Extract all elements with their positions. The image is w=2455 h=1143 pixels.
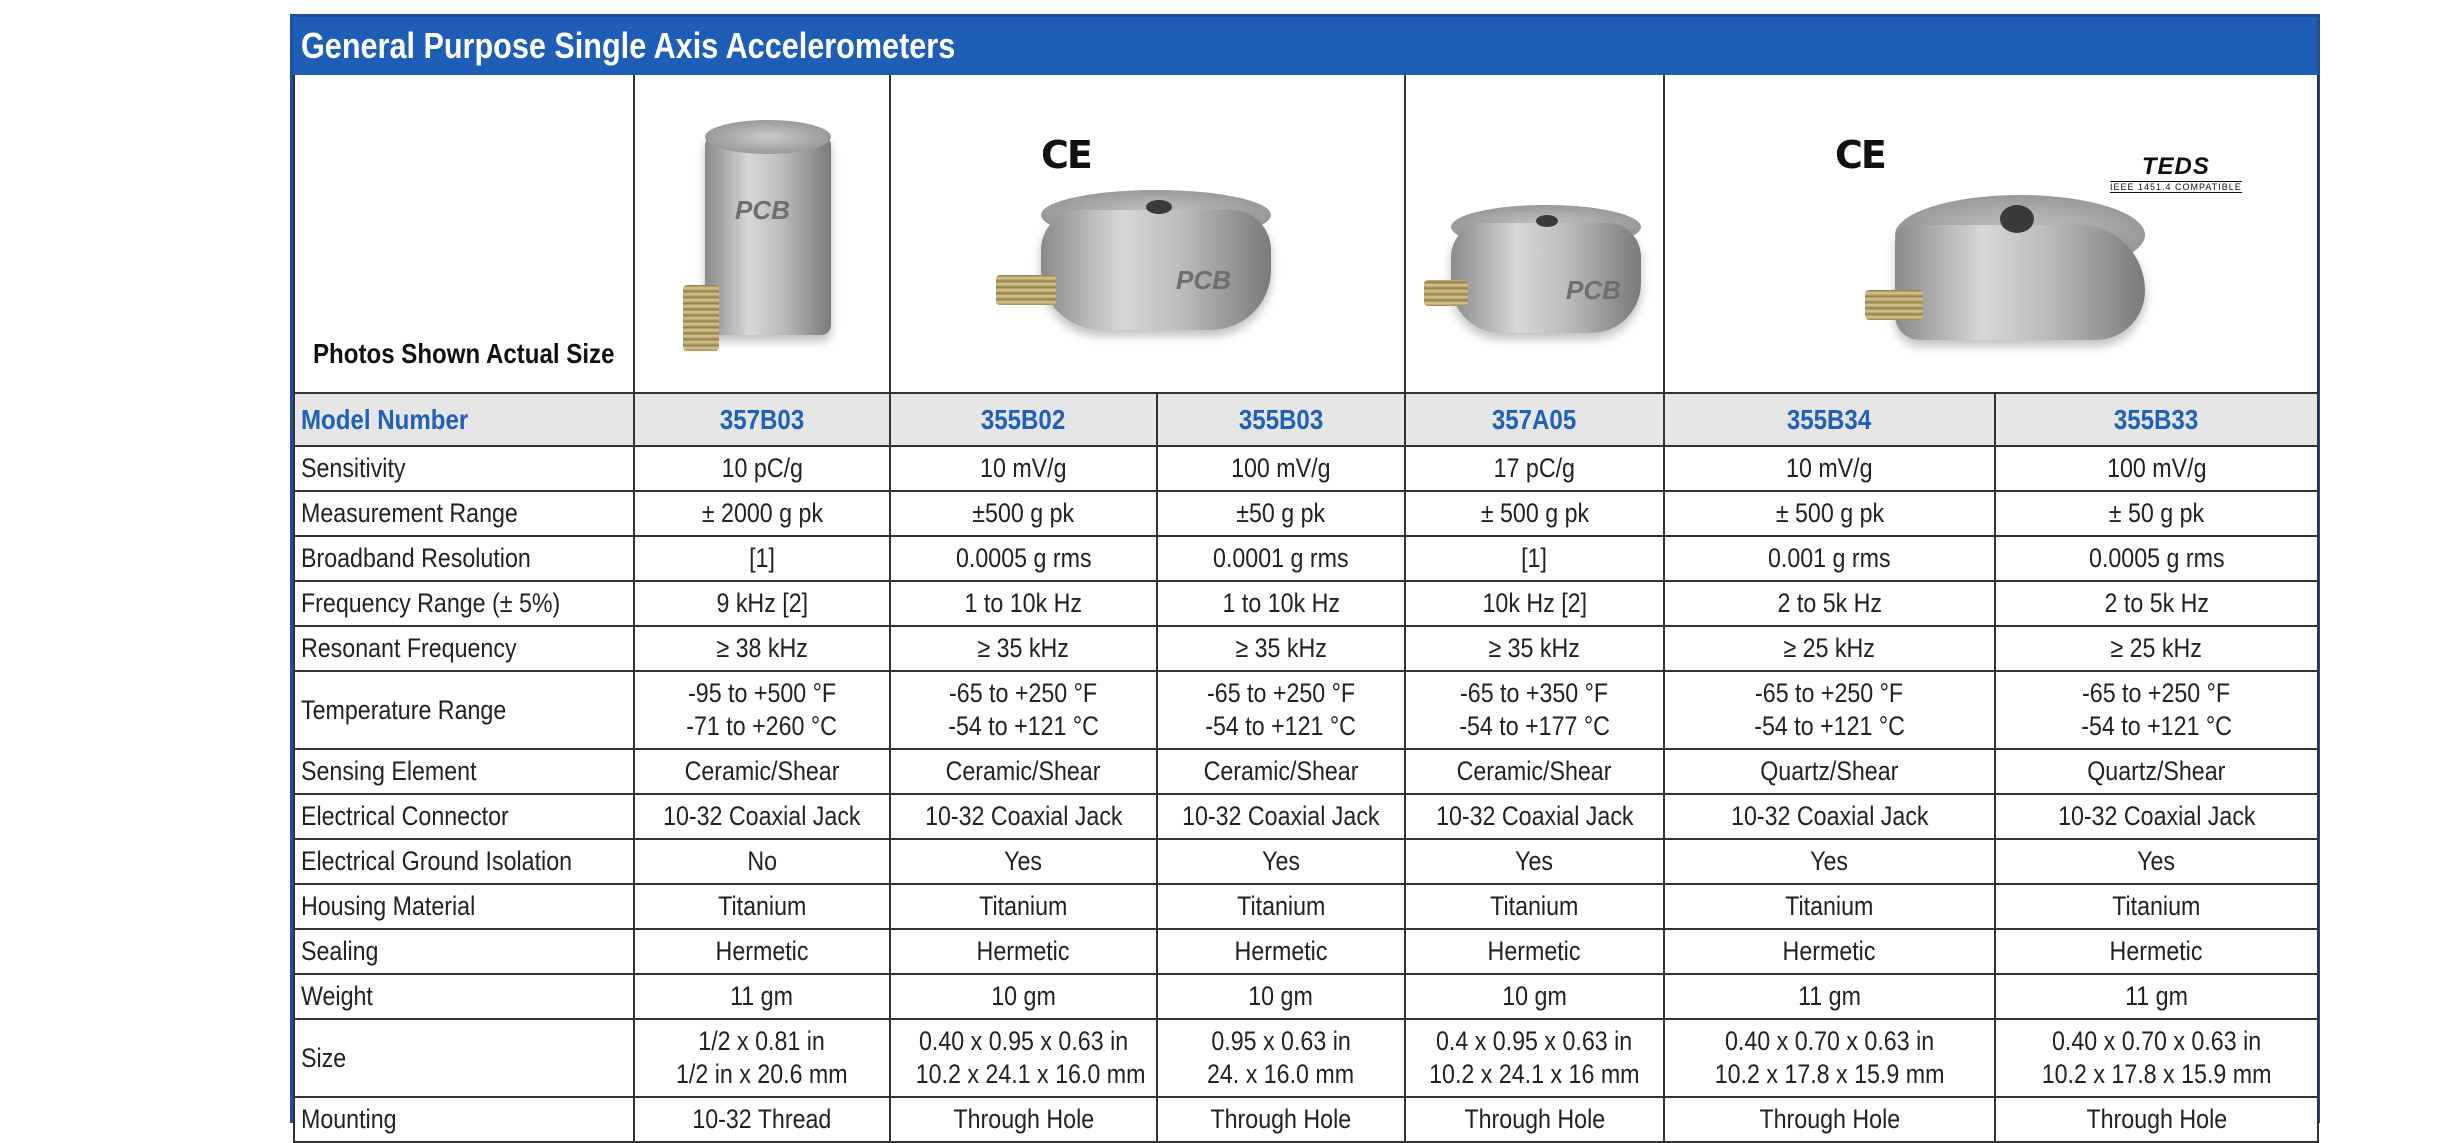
spec-value: 10 mV/g (1664, 446, 1995, 491)
spec-value: Hermetic (1995, 929, 2318, 974)
photo-label-cell (294, 75, 634, 393)
teds-label: TEDS (2141, 153, 2210, 180)
spec-row (294, 974, 2318, 1019)
spec-value: ≥ 25 kHz (1664, 626, 1995, 671)
spec-value: ≥ 35 kHz (1405, 626, 1664, 671)
spec-value: Through Hole (1995, 1097, 2318, 1142)
photo-row (294, 75, 2318, 393)
spec-value: 10 pC/g (634, 446, 890, 491)
spec-value: -95 to +500 °F -71 to +260 °C (634, 671, 890, 749)
sensor-logo: PCB (1176, 265, 1231, 295)
spec-value: ≥ 35 kHz (890, 626, 1157, 671)
spec-value: ≥ 35 kHz (1157, 626, 1405, 671)
spec-label: Sensing Element (294, 749, 634, 794)
spec-value: ± 500 g pk (1664, 491, 1995, 536)
spec-value: Titanium (1995, 884, 2318, 929)
spec-value: 100 mV/g (1157, 446, 1405, 491)
spec-value: 1 to 10k Hz (1157, 581, 1405, 626)
spec-value: -65 to +250 °F -54 to +121 °C (1157, 671, 1405, 749)
spec-value: No (634, 839, 890, 884)
spec-value: ± 2000 g pk (634, 491, 890, 536)
model-number: 355B02 (890, 393, 1157, 446)
spec-value: Yes (1405, 839, 1664, 884)
spec-label: Frequency Range (± 5%) (294, 581, 634, 626)
model-row (294, 393, 2318, 446)
spec-row (294, 884, 2318, 929)
spec-row (294, 446, 2318, 491)
spec-value: 0.001 g rms (1664, 536, 1995, 581)
spec-value: ± 500 g pk (1405, 491, 1664, 536)
spec-value: ± 50 g pk (1995, 491, 2318, 536)
spec-value: 0.95 x 0.63 in 24. x 16.0 mm (1157, 1019, 1405, 1097)
spec-value: 10-32 Coaxial Jack (1405, 794, 1664, 839)
spec-value: Yes (1157, 839, 1405, 884)
spec-value: Titanium (1664, 884, 1995, 929)
spec-sheet (290, 14, 2320, 1134)
spec-value: 10 mV/g (890, 446, 1157, 491)
spec-value: -65 to +350 °F -54 to +177 °C (1405, 671, 1664, 749)
ce-mark: CE (1041, 133, 1091, 177)
spec-value: 2 to 5k Hz (1664, 581, 1995, 626)
model-number: 357A05 (1405, 393, 1664, 446)
spec-value: Titanium (1405, 884, 1664, 929)
spec-value: 10-32 Thread (634, 1097, 890, 1142)
spec-value: Ceramic/Shear (1157, 749, 1405, 794)
spec-label: Electrical Ground Isolation (294, 839, 634, 884)
spec-row (294, 839, 2318, 884)
spec-label: Broadband Resolution (294, 536, 634, 581)
spec-value: Titanium (634, 884, 890, 929)
spec-value: [1] (1405, 536, 1664, 581)
spec-row (294, 1097, 2318, 1142)
spec-value: -65 to +250 °F -54 to +121 °C (1664, 671, 1995, 749)
spec-label: Temperature Range (294, 671, 634, 749)
spec-row (294, 929, 2318, 974)
spec-value: 10 gm (890, 974, 1157, 1019)
photo-357a05 (1405, 75, 1664, 393)
spec-value: ≥ 25 kHz (1995, 626, 2318, 671)
spec-value: Yes (1664, 839, 1995, 884)
table-title: General Purpose Single Axis Accelerometers (293, 17, 2317, 75)
photo-357b03 (634, 75, 890, 393)
spec-table (293, 75, 2319, 1143)
spec-value: Hermetic (1405, 929, 1664, 974)
spec-value: 1/2 x 0.81 in 1/2 in x 20.6 mm (634, 1019, 890, 1097)
spec-value: 10-32 Coaxial Jack (1995, 794, 2318, 839)
spec-row (294, 749, 2318, 794)
spec-value: 10k Hz [2] (1405, 581, 1664, 626)
spec-value: Through Hole (1157, 1097, 1405, 1142)
spec-value: 10-32 Coaxial Jack (1664, 794, 1995, 839)
spec-value: 17 pC/g (1405, 446, 1664, 491)
spec-value: Hermetic (1157, 929, 1405, 974)
spec-value: 10-32 Coaxial Jack (1157, 794, 1405, 839)
spec-value: 0.40 x 0.70 x 0.63 in 10.2 x 17.8 x 15.9 mm (1995, 1019, 2318, 1097)
spec-value: Through Hole (1405, 1097, 1664, 1142)
spec-value: 11 gm (634, 974, 890, 1019)
spec-label: Housing Material (294, 884, 634, 929)
spec-value: Quartz/Shear (1995, 749, 2318, 794)
spec-row (294, 671, 2318, 749)
spec-value: Yes (1995, 839, 2318, 884)
spec-row (294, 581, 2318, 626)
spec-value: Through Hole (890, 1097, 1157, 1142)
spec-label: Mounting (294, 1097, 634, 1142)
spec-value: 11 gm (1995, 974, 2318, 1019)
spec-value: 0.40 x 0.95 x 0.63 in 10.2 x 24.1 x 16.0 mm (890, 1019, 1157, 1097)
photo-355b02-355b03 (890, 75, 1405, 393)
spec-label: Sealing (294, 929, 634, 974)
spec-value: [1] (634, 536, 890, 581)
spec-row (294, 491, 2318, 536)
model-number: 355B33 (1995, 393, 2318, 446)
spec-value: Quartz/Shear (1664, 749, 1995, 794)
model-number: 355B34 (1664, 393, 1995, 446)
teds-sublabel: IEEE 1451.4 COMPATIBLE (2110, 182, 2242, 192)
spec-value: 0.0005 g rms (890, 536, 1157, 581)
sensor-image-357b03 (635, 75, 890, 393)
model-number: 355B03 (1157, 393, 1405, 446)
ce-mark: CE (1835, 133, 1885, 177)
spec-value: -65 to +250 °F -54 to +121 °C (1995, 671, 2318, 749)
spec-value: -65 to +250 °F -54 to +121 °C (890, 671, 1157, 749)
spec-value: Hermetic (890, 929, 1157, 974)
spec-value: ±500 g pk (890, 491, 1157, 536)
spec-value: 10-32 Coaxial Jack (890, 794, 1157, 839)
spec-value: Hermetic (1664, 929, 1995, 974)
spec-label: Electrical Connector (294, 794, 634, 839)
spec-value: ≥ 38 kHz (634, 626, 890, 671)
spec-value: 100 mV/g (1995, 446, 2318, 491)
spec-label: Size (294, 1019, 634, 1097)
spec-value: ±50 g pk (1157, 491, 1405, 536)
model-label: Model Number (294, 393, 634, 446)
spec-value: Titanium (890, 884, 1157, 929)
model-number: 357B03 (634, 393, 890, 446)
spec-value: Titanium (1157, 884, 1405, 929)
photo-355b34-355b33 (1664, 75, 2318, 393)
spec-value: 1 to 10k Hz (890, 581, 1157, 626)
sensor-image-355b34 (1665, 75, 2318, 393)
sensor-image-355b02 (891, 75, 1405, 393)
spec-value: Hermetic (634, 929, 890, 974)
spec-label: Sensitivity (294, 446, 634, 491)
photo-label: Photos Shown Actual Size (313, 338, 615, 369)
spec-value: 10 gm (1157, 974, 1405, 1019)
spec-value: 2 to 5k Hz (1995, 581, 2318, 626)
spec-row (294, 626, 2318, 671)
spec-value: Ceramic/Shear (634, 749, 890, 794)
spec-label: Measurement Range (294, 491, 634, 536)
sensor-logo: PCB (1566, 275, 1621, 305)
spec-row (294, 536, 2318, 581)
spec-value: 10 gm (1405, 974, 1664, 1019)
sensor-image-357a05 (1406, 75, 1664, 393)
spec-value: Through Hole (1664, 1097, 1995, 1142)
spec-value: 0.4 x 0.95 x 0.63 in 10.2 x 24.1 x 16 mm (1405, 1019, 1664, 1097)
spec-value: 0.0005 g rms (1995, 536, 2318, 581)
spec-value: 10-32 Coaxial Jack (634, 794, 890, 839)
spec-value: Yes (890, 839, 1157, 884)
sensor-logo: PCB (735, 195, 790, 225)
spec-value: Ceramic/Shear (890, 749, 1157, 794)
spec-row (294, 794, 2318, 839)
spec-value: Ceramic/Shear (1405, 749, 1664, 794)
spec-label: Resonant Frequency (294, 626, 634, 671)
spec-value: 0.0001 g rms (1157, 536, 1405, 581)
spec-row (294, 1019, 2318, 1097)
spec-label: Weight (294, 974, 634, 1019)
spec-value: 9 kHz [2] (634, 581, 890, 626)
spec-value: 11 gm (1664, 974, 1995, 1019)
spec-value: 0.40 x 0.70 x 0.63 in 10.2 x 17.8 x 15.9 mm (1664, 1019, 1995, 1097)
